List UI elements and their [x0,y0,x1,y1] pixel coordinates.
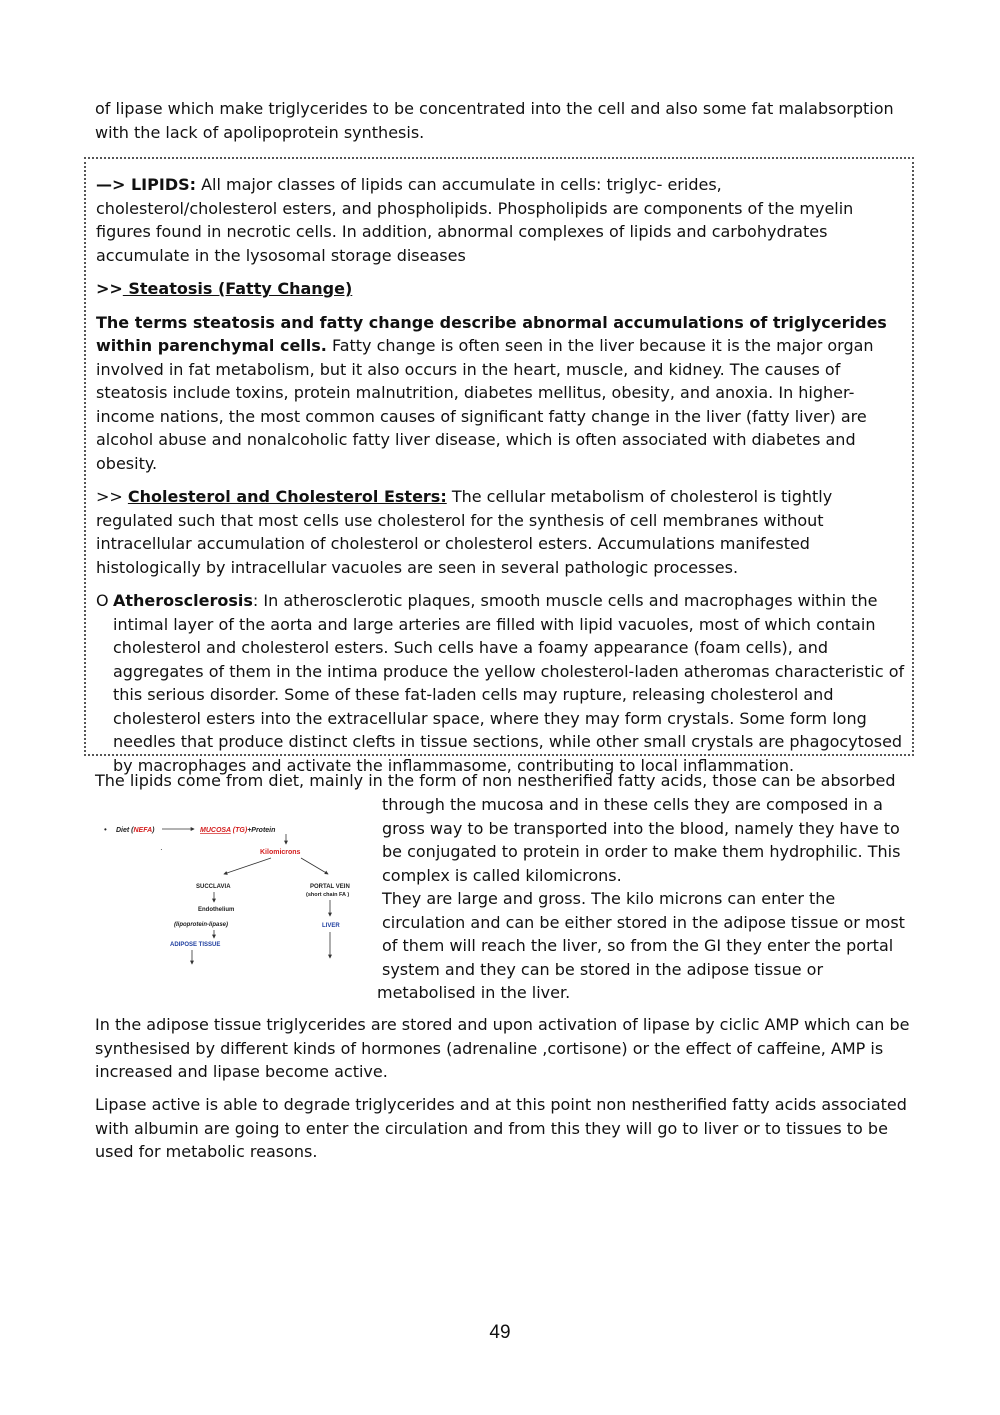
chylomicron-diagram [96,812,366,972]
desc-line-5: They are large and gross. The kilo microns can enter the [382,889,836,908]
cholesterol-text: The cellular metabolism of cholesterol is tightly regulated such that most cells use cholesterol for the synthesis of cell membranes without intracellular accumulation of cholesterol or cholesterol esters. Accumulations manifested histologically by intracellular vacuoles are seen in several pathologic processes. [96,487,833,577]
diagram-dot: · [160,845,163,854]
lipids-arrow: —> [96,175,131,194]
arrow-kilomicrons-portal [301,858,328,874]
arrow-kilomicrons-succlavia [224,858,271,874]
steatosis-heading-line [96,277,904,301]
desc-line-1: through the mucosa and in these cells they are composed in a [382,795,883,814]
succlavia-label: SUCCLAVIA [196,884,231,890]
adipose-label: ADIPOSE TISSUE [170,942,221,948]
diagram-bullet: • [104,825,107,834]
lipids-text: All major classes of lipids can accumulate in cells: triglyc- erides, cholesterol/cholesterol esters, and phospholipids. Phospholipids are components of the myelin figures found in necrotic cells. In addition, abnormal complexes of lipids and carbohydrates accumulate in the lysosomal storage diseases [96,175,854,265]
circle-bullet-icon: O [96,591,109,610]
lipoprotein-label: (lipoprotein-lipase) [174,922,228,928]
cholesterol-prefix: >> [96,487,128,506]
chylomicron-description [377,793,907,1005]
liver-label: LIVER [322,923,340,929]
lipase-paragraph: Lipase active is able to degrade triglycerides and at this point non nestherified fatty acids associated with albumin are going to enter the circulation and from this they will go to liver or to tissues to be used for metabolic reasons. [95,1095,907,1161]
desc-line-2: gross way to be transported into the blood, namely they have to [382,818,900,838]
page-number: 49 [489,1322,511,1343]
steatosis-paragraph [96,311,904,476]
diet-label: Diet (NEFA) [116,827,155,834]
atherosclerosis-item [96,589,921,777]
mucosa-label: MUCOSA (TG)+Protein [200,827,276,834]
atherosclerosis-label: Atherosclerosis [113,591,253,610]
lipids-origin-line: The lipids come from diet, mainly in the form of non nestherified fatty acids, those can be absorbed [95,771,896,790]
desc-line-7: of them will reach the liver, so from the GI they enter the portal [382,936,894,955]
kilomicrons-label: Kilomicrons [260,849,301,856]
cholesterol-heading: Cholesterol and Cholesterol Esters: [127,487,447,506]
lipids-paragraph [96,173,904,267]
adipose-paragraph: In the adipose tissue triglycerides are stored and upon activation of lipase by ciclic AMP which can be synthesised by different kinds of hormones (adrenaline ,cortisone) or the effect of caffeine, AMP is increased and lipase become active. [95,1015,910,1081]
desc-line-3: be conjugated to protein in order to make them hydrophilic. This [382,842,901,861]
desc-line-9: metabolised in the liver. [377,983,571,1002]
desc-line-8: system and they can be stored in the adipose tissue or [382,959,824,979]
lipids-box [84,157,914,775]
intro-paragraph: of lipase which make triglycerides to be concentrated into the cell and also some fat malabsorption with the lack of apolipoprotein synthesis. [95,99,894,142]
cholesterol-paragraph [96,485,904,579]
portal-vein-label: PORTAL VEIN [310,884,350,890]
desc-line-6: circulation and can be either stored in the adipose tissue or most [382,912,905,932]
short-chain-label: (short chain FA ) [306,892,350,898]
atherosclerosis-text: : In atherosclerotic plaques, smooth muscle cells and macrophages within the intimal layer of the aorta and large arteries are filled with lipid vacuoles, most of which contain cholesterol and cholesterol esters. Such cells have a foamy appearance (foam cells), and aggregates of them in the intima produce the yellow cholesterol-laden atheromas characteristic of this serious disorder. Some of these fat-laden cells may rupture, releasing cholesterol and cholesterol esters into the extracellular space, where they may form crystals. Some form long needles that produce distinct clefts in tissue sections, while other small crystals are phagocytosed by macrophages and activate the inflammasome, contributing to local inflammation. [113,591,905,775]
steatosis-bold-sentence: The terms steatosis and fatty change describe abnormal accumulations of triglycerides within parenchymal cells. [96,312,887,355]
desc-line-4: complex is called kilomicrons. [382,865,622,885]
steatosis-text: Fatty change is often seen in the liver because it is the major organ involved in fat metabolism, but it also occurs in the heart, muscle, and kidney. The causes of steatosis include toxins, protein malnutrition, diabetes mellitus, obesity, and anoxia. In higher-income nations, the most common causes of significant fatty change in the liver (fatty liver) are alcohol abuse and nonalcoholic fatty liver disease, which is often associated with diabetes and obesity. [96,336,874,473]
endothelium-label: Endothelium [198,907,235,913]
steatosis-prefix: >> [96,279,123,298]
steatosis-heading: Steatosis (Fatty Change) [122,279,353,298]
lipids-label: LIPIDS: [130,175,197,194]
